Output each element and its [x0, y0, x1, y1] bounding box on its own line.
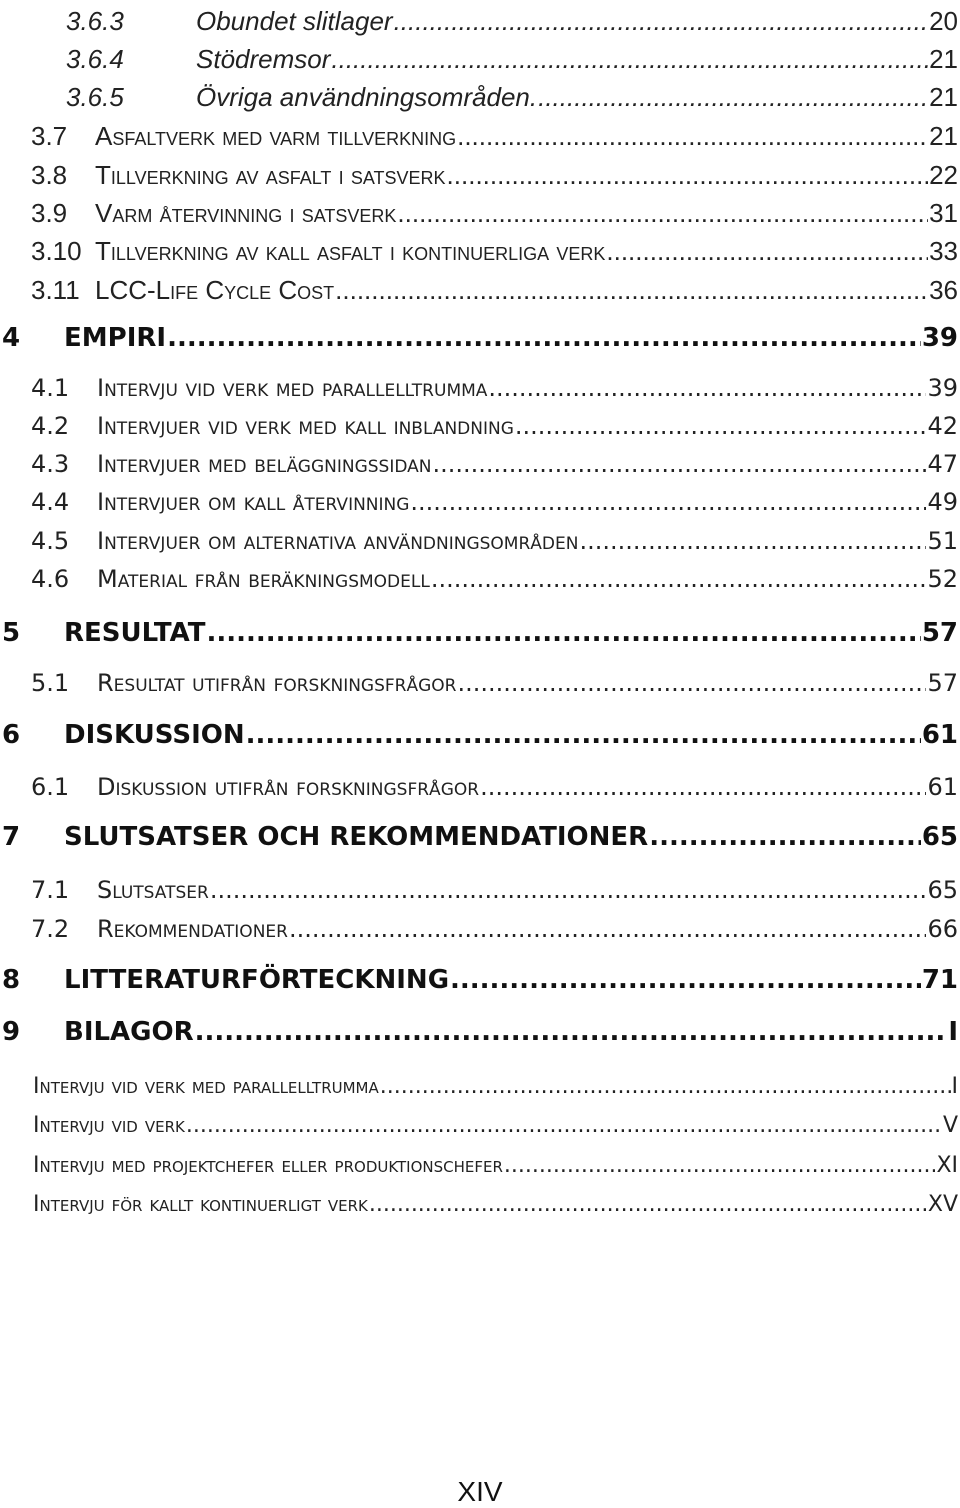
toc-title: Intervju vid verk [33, 1113, 185, 1138]
toc-row-6 [0, 708, 958, 748]
toc-page: 61 [921, 720, 958, 750]
toc-page: I [951, 1074, 958, 1099]
toc-row-7 [0, 810, 958, 850]
toc-number: 3.6.4 [66, 44, 124, 74]
toc-title: Tillverkning av kall asfalt i kontinuerliga verk [95, 236, 606, 266]
toc-number: 3.8 [31, 160, 68, 190]
toc-title: Intervjuer om kall återvinning [97, 488, 410, 516]
page-number: XIV [457, 1476, 503, 1507]
toc-title: Intervjuer med beläggningssidan [97, 450, 432, 478]
toc-number: 3.9 [31, 198, 68, 228]
toc-row-4-2 [0, 398, 958, 438]
toc-number: 4.2 [31, 412, 70, 440]
toc-number: 3.10 [31, 236, 82, 266]
toc-row-6-1 [0, 759, 958, 799]
toc-row-4 [0, 311, 958, 351]
toc-page: 57 [927, 669, 958, 697]
toc-number: 4.6 [31, 565, 70, 593]
toc-row-7-1 [0, 862, 958, 902]
toc-title: Intervjuer om alternativa användningsområden [97, 527, 579, 555]
toc-page: 21 [929, 44, 958, 74]
toc-page: 33 [929, 236, 958, 266]
toc-title: BILAGOR [64, 1017, 194, 1047]
dot-leader [649, 824, 921, 850]
toc-number: 9 [2, 1017, 21, 1047]
toc-row-3-9 [0, 186, 958, 226]
toc-row-3-8 [0, 148, 958, 188]
toc-row-appendix-2 [0, 1097, 958, 1137]
toc-number: 6.1 [31, 773, 70, 801]
toc-page: 39 [921, 323, 958, 353]
toc-page: V [942, 1113, 958, 1138]
dot-leader [380, 1076, 951, 1098]
toc-row-9 [0, 1005, 958, 1045]
toc-page: 21 [929, 121, 958, 151]
toc-number: 8 [2, 965, 21, 995]
toc-row-appendix-1 [0, 1058, 958, 1098]
toc-number: 6 [2, 720, 21, 750]
dot-leader [410, 490, 926, 514]
toc-number: 3.6.3 [66, 6, 124, 36]
toc-page: 65 [927, 876, 958, 904]
toc-row-4-3 [0, 436, 958, 476]
toc-title: Diskussion utifrån forskningsfrågor [97, 773, 480, 801]
dot-leader [433, 452, 927, 476]
toc-title: Stödremsor [196, 44, 331, 74]
toc-page: 49 [927, 488, 958, 516]
toc-page: 57 [921, 618, 958, 648]
dot-leader [335, 277, 928, 303]
toc-page: 51 [927, 527, 958, 555]
toc-row-8 [0, 953, 958, 993]
dot-leader [186, 1115, 942, 1137]
toc-page: XI [936, 1153, 958, 1178]
toc-title: Rekommendationer [97, 915, 288, 943]
toc-title: Varm återvinning i satsverk [95, 198, 397, 228]
toc-number: 3.11 [31, 275, 80, 305]
toc-number: 3.7 [31, 121, 68, 151]
toc-row-5 [0, 606, 958, 646]
toc-title: EMPIRI [64, 323, 167, 353]
toc-row-appendix-3 [0, 1137, 958, 1177]
toc-page: I [948, 1017, 958, 1047]
toc-page: XV [927, 1192, 958, 1217]
toc-number: 4 [2, 323, 21, 353]
toc-page: 22 [929, 160, 958, 190]
dot-leader [450, 967, 921, 993]
toc-page: 71 [921, 965, 958, 995]
toc-row-3-10 [0, 224, 958, 264]
dot-leader [246, 722, 921, 748]
dot-leader [369, 1194, 927, 1216]
toc-number: 5.1 [31, 669, 70, 697]
toc-number: 7.1 [31, 876, 70, 904]
toc-title: Övriga användningsområden. [196, 82, 538, 112]
toc-page: 65 [921, 822, 958, 852]
toc-title: Intervju vid verk med parallelltrumma [33, 1074, 379, 1099]
toc-page: 47 [927, 450, 958, 478]
toc-row-3-7 [0, 109, 958, 149]
dot-leader [606, 238, 928, 264]
toc-page: 42 [927, 412, 958, 440]
toc-row-4-6 [0, 551, 958, 591]
toc-title: Intervjuer vid verk med kall inblandning [97, 412, 514, 440]
toc-title: Asfaltverk med varm tillverkning [95, 121, 457, 151]
toc-number: 4.4 [31, 488, 70, 516]
toc-row-3-6-4 [0, 32, 958, 72]
toc-title: Material från beräkningsmodell [97, 565, 430, 593]
dot-leader [538, 84, 928, 110]
toc-title: Intervju med projektchefer eller produktionschefer [33, 1153, 503, 1178]
toc-page: 20 [929, 6, 958, 36]
toc-title: LITTERATURFÖRTECKNING [64, 965, 450, 995]
toc-page: 21 [929, 82, 958, 112]
dot-leader [515, 414, 927, 438]
dot-leader [431, 567, 927, 591]
toc-row-4-5 [0, 513, 958, 553]
dot-leader [480, 775, 926, 799]
toc-title: Slutsatser [97, 876, 209, 904]
toc-title: RESULTAT [64, 618, 206, 648]
dot-leader [457, 123, 928, 149]
toc-page: 36 [929, 275, 958, 305]
dot-leader [206, 620, 920, 646]
toc-title: SLUTSATSER OCH REKOMMENDATIONER [64, 822, 649, 852]
toc-title: DISKUSSION [64, 720, 245, 750]
toc-number: 7.2 [31, 915, 70, 943]
toc-title: Resultat utifrån forskningsfrågor [97, 669, 457, 697]
toc-number: 5 [2, 618, 21, 648]
toc-page: 66 [927, 915, 958, 943]
dot-leader [289, 917, 926, 941]
dot-leader [488, 376, 926, 400]
toc-row-3-6-5 [0, 70, 958, 110]
dot-leader [457, 671, 926, 695]
toc-page: 61 [927, 773, 958, 801]
toc-number: 4.1 [31, 374, 70, 402]
toc-title: Tillverkning av asfalt i satsverk [95, 160, 446, 190]
toc-page: 31 [929, 198, 958, 228]
toc-page: 39 [927, 374, 958, 402]
dot-leader [195, 1019, 948, 1045]
toc-row-4-4 [0, 474, 958, 514]
toc-page: 52 [927, 565, 958, 593]
toc-number: 3.6.5 [66, 82, 124, 112]
toc-row-5-1 [0, 655, 958, 695]
dot-leader [579, 529, 926, 553]
dot-leader [397, 200, 928, 226]
toc-row-7-2 [0, 901, 958, 941]
toc-title: LCC-Life Cycle Cost [95, 275, 335, 305]
toc-row-3-11 [0, 263, 958, 303]
dot-leader [331, 46, 928, 72]
toc-row-4-1 [0, 360, 958, 400]
toc-title: Intervju för kallt kontinuerligt verk [33, 1192, 368, 1217]
toc-title: Intervju vid verk med parallelltrumma [97, 374, 488, 402]
toc-title: Obundet slitlager [196, 6, 393, 36]
toc-row-appendix-4 [0, 1176, 958, 1216]
toc-number: 4.5 [31, 527, 70, 555]
toc-number: 4.3 [31, 450, 70, 478]
toc-number: 7 [2, 822, 21, 852]
dot-leader [394, 8, 929, 34]
dot-leader [447, 162, 929, 188]
toc-row-3-6-3 [0, 0, 958, 34]
dot-leader [167, 325, 921, 351]
dot-leader [504, 1155, 936, 1177]
dot-leader [210, 878, 927, 902]
